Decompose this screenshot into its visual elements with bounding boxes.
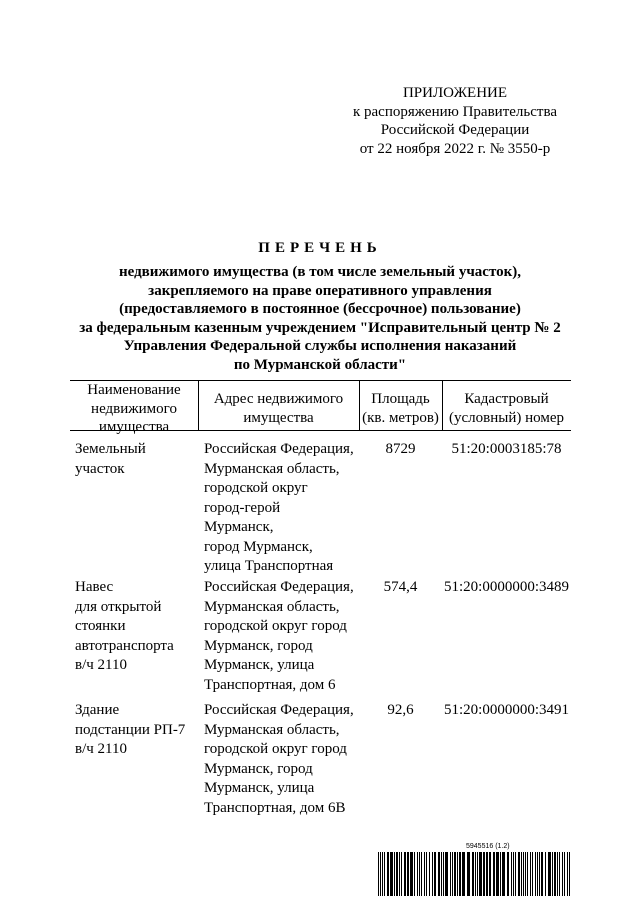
subtitle-line: по Мурманской области" [233,356,407,373]
barcode-icon [378,852,572,896]
table-cell-address: Российская Федерация, Мурманская область, городской округ город Мурманск, город Мурманск, улица Транспортная, дом 6 [204,579,354,693]
table-cell-cadastral: 51:20:0000000:3489 [443,579,569,595]
appendix-line: ПРИЛОЖЕНИЕ [402,85,508,101]
table-header-area: Площадь (кв. метров) [362,391,439,426]
table-cell-cadastral: 51:20:0000000:3491 [443,702,569,718]
subtitle-line: Управления Федеральной службы исполнения наказаний [123,338,517,354]
table-cell-address: Российская Федерация, Мурманская область, городской округ город Мурманск, город Мурманск, улица Транспортная, дом 6В [204,702,354,816]
table-header-address: Адрес недвижимого имущества [213,391,344,426]
table-cell-area: 574,4 [383,579,418,595]
subtitle-line: (предоставляемого в постоянное (бессрочное) пользование) [119,301,521,317]
document-title: ПЕРЕЧЕНЬ [258,240,382,256]
table-header-cadastral: Кадастровый (условный) номер [449,391,564,426]
appendix-line: к распоряжению Правительства [352,103,557,120]
appendix-block [330,84,580,158]
table-cell-area: 92,6 [387,702,414,718]
subtitle-line: за федеральным казенным учреждением "Исправительный центр № 2 [79,319,561,336]
table-cell-cadastral: 51:20:0003185:78 [451,441,562,457]
appendix-line: от 22 ноября 2022 г. № 3550-р [359,140,551,157]
table-cell-name: Здание подстанции РП-7 в/ч 2110 [75,702,186,757]
appendix-line: Российской Федерации [380,122,530,138]
document-subtitle [40,263,600,374]
subtitle-line: недвижимого имущества (в том числе земельный участок), [118,264,521,280]
table-cell-area: 8729 [385,441,416,457]
barcode-number: 5945516 (1.2) [466,843,510,850]
table-header-name: Наименование недвижимого имущества [87,382,181,435]
table-cell-name: Навес для открытой стоянки автотранспорта в/ч 2110 [75,579,174,673]
table-cell-address: Российская Федерация, Мурманская область, городской округ город-герой Мурманск, город Мурманск, улица Транспортная [204,441,354,574]
subtitle-line: закрепляемого на праве оперативного управления [148,282,492,299]
table-cell-name: Земельный участок [75,441,146,477]
